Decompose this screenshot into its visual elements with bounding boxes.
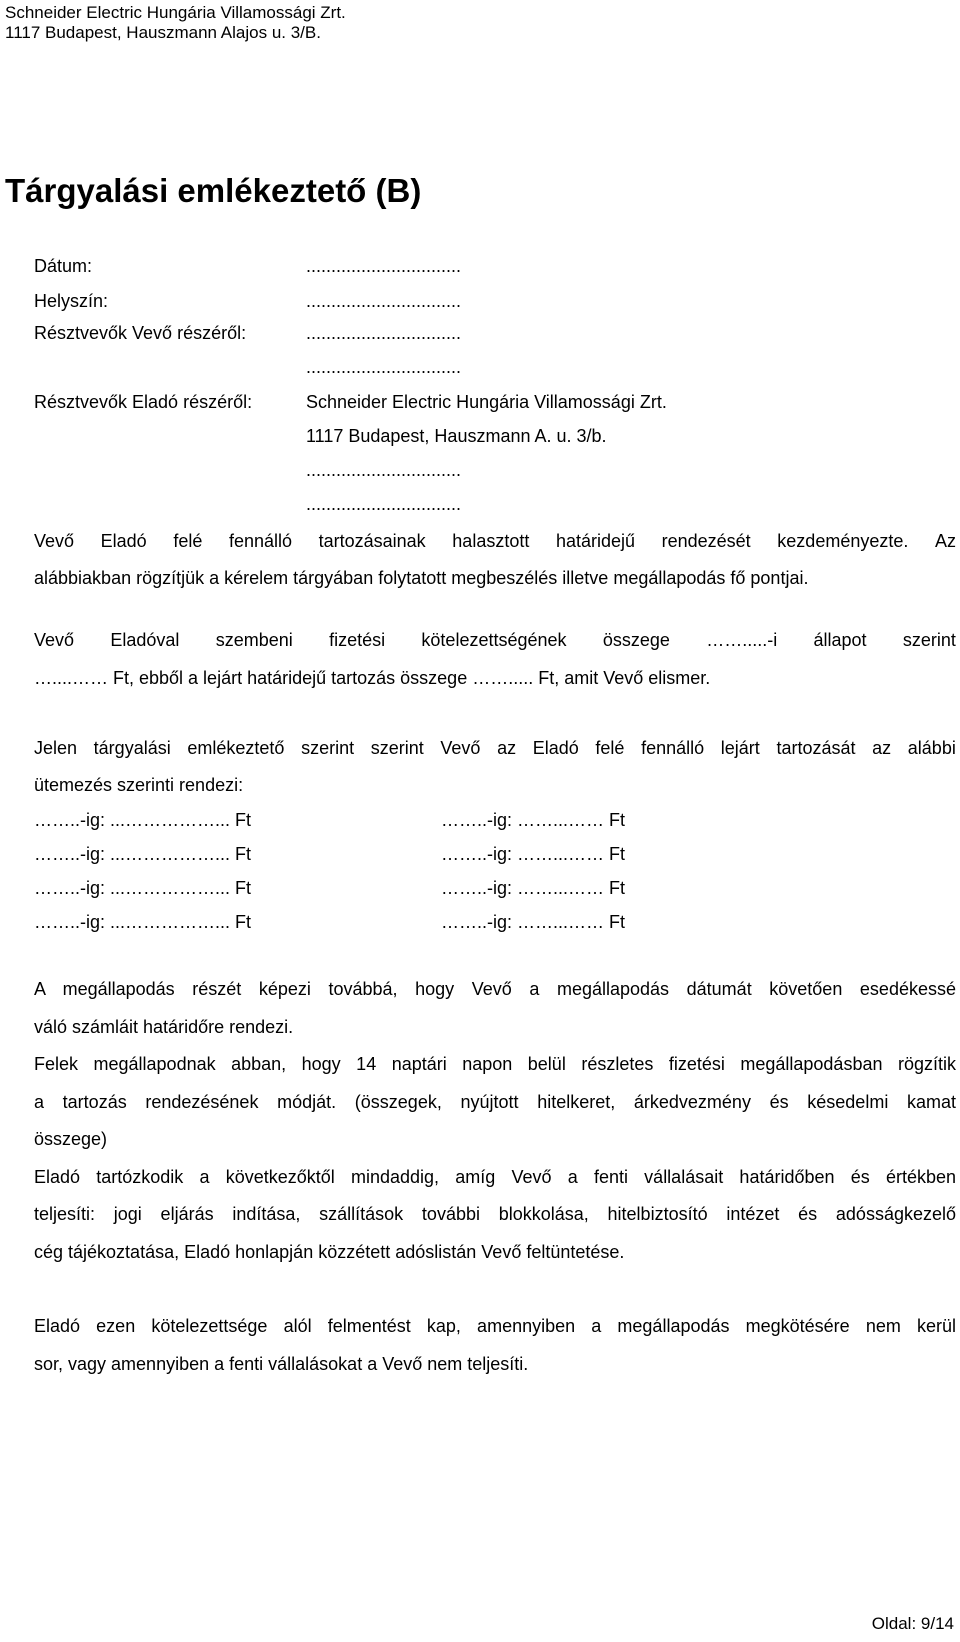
- date-label: Dátum:: [34, 256, 93, 276]
- schedule-word: az: [872, 738, 892, 758]
- seller-participants-label: Résztvevők Eladó részéről:: [34, 392, 253, 412]
- schedule-word: szerint: [301, 738, 355, 758]
- debt-word: állapot: [813, 630, 867, 650]
- clause-4-line-1: Eladó ezen kötelezettsége alól felmentést kap, amennyiben a megállapodás megkötésére nem kerül: [34, 1316, 956, 1336]
- schedule-intro-line-2: ütemezés szerinti rendezi:: [34, 775, 244, 795]
- schedule-word: tárgyalási: [93, 738, 171, 758]
- seller-participants-value-2: ...............................: [306, 494, 462, 514]
- debt-word: Eladóval: [110, 630, 180, 650]
- debt-word: Vevő: [34, 630, 75, 650]
- location-label: Helyszín:: [34, 291, 109, 311]
- schedule-word: fennálló: [641, 738, 705, 758]
- schedule-left-row: ……..-ig: ...……………... Ft: [34, 912, 252, 932]
- header-address: 1117 Budapest, Hauszmann Alajos u. 3/B.: [5, 23, 321, 42]
- intro-word: Az: [934, 531, 956, 551]
- schedule-word: lejárt: [720, 738, 760, 758]
- schedule-right-row: ……..-ig: ……...…… Ft: [441, 810, 626, 830]
- buyer-participants-value-2: ...............................: [306, 357, 462, 377]
- clause-2-line-2: a tartozás rendezésének módját. (összegek, nyújtott hitelkeret, árkedvezmény és késedelmi kamat: [34, 1092, 956, 1112]
- seller-address: 1117 Budapest, Hauszmann A. u. 3/b.: [306, 426, 607, 446]
- clause-3-line-2: teljesíti: jogi eljárás indítása, szállítások további blokkolása, hitelbiztosító intézet és adósságkezelő: [34, 1204, 956, 1224]
- page-number: Oldal: 9/14: [871, 1614, 954, 1633]
- debt-line-1: [34, 630, 956, 651]
- intro-word: Vevő: [34, 531, 75, 551]
- debt-word: fizetési: [329, 630, 386, 650]
- buyer-participants-value: ...............................: [306, 323, 462, 343]
- clause-2-line-1: Felek megállapodnak abban, hogy 14 naptári napon belül részletes fizetési megállapodásban rögzítik: [34, 1054, 956, 1074]
- seller-company: Schneider Electric Hungária Villamossági Zrt.: [306, 392, 667, 412]
- clause-4-line-2: sor, vagy amennyiben a fenti vállalásokat a Vevő nem teljesíti.: [34, 1354, 529, 1374]
- date-value: ...............................: [306, 256, 462, 276]
- schedule-word: emlékeztető: [187, 738, 285, 758]
- schedule-word: tartozását: [776, 738, 856, 758]
- schedule-word: Jelen: [34, 738, 78, 758]
- clause-1-line-1: A megállapodás részét képezi továbbá, hogy Vevő a megállapodás dátumát követően esedékessé: [34, 979, 956, 999]
- intro-word: határidejű: [555, 531, 636, 551]
- schedule-right-row: ……..-ig: ……...…… Ft: [441, 878, 626, 898]
- schedule-right-row: ……..-ig: ……...…… Ft: [441, 912, 626, 932]
- schedule-word: Vevő: [440, 738, 481, 758]
- debt-word: szembeni: [215, 630, 293, 650]
- schedule-word: Eladó: [532, 738, 579, 758]
- page-title: Tárgyalási emlékeztető (B): [5, 172, 422, 209]
- seller-participants-value: ...............................: [306, 460, 462, 480]
- schedule-left-row: ……..-ig: ...……………... Ft: [34, 844, 252, 864]
- location-value: ...............................: [306, 291, 462, 311]
- debt-word: szerint: [902, 630, 956, 650]
- schedule-left-row: ……..-ig: ...……………... Ft: [34, 810, 252, 830]
- debt-word: kötelezettségének: [421, 630, 567, 650]
- header-company: Schneider Electric Hungária Villamossági Zrt.: [5, 3, 346, 22]
- intro-word: tartozásainak: [318, 531, 426, 551]
- debt-line-2: …....…… Ft, ebből a lejárt határidejű tartozás összege ……..... Ft, amit Vevő elismer.: [34, 668, 711, 688]
- intro-word: rendezését: [661, 531, 751, 551]
- intro-word: Eladó: [100, 531, 147, 551]
- intro-word: kezdeményezte.: [777, 531, 909, 551]
- debt-word: …….....-i: [706, 630, 778, 650]
- schedule-word: az: [497, 738, 517, 758]
- clause-3-line-3: cég tájékoztatása, Eladó honlapján közzétett adóslistán Vevő feltüntetése.: [34, 1242, 625, 1262]
- intro-word: fennálló: [228, 531, 293, 551]
- intro-line-2: alábbiakban rögzítjük a kérelem tárgyában folytatott megbeszélés illetve megállapodás fő pontjai.: [34, 568, 809, 588]
- intro-word: halasztott: [452, 531, 530, 551]
- schedule-word: felé: [595, 738, 625, 758]
- schedule-word: szerint: [370, 738, 424, 758]
- clause-1-line-2: váló számláit határidőre rendezi.: [34, 1017, 294, 1037]
- schedule-left-row: ……..-ig: ...……………... Ft: [34, 878, 252, 898]
- debt-word: összege: [602, 630, 670, 650]
- intro-line-1: [34, 531, 956, 552]
- schedule-right-row: ……..-ig: ……...…… Ft: [441, 844, 626, 864]
- schedule-word: alábbi: [907, 738, 956, 758]
- clause-2-line-3: összege): [34, 1129, 108, 1149]
- buyer-participants-label: Résztvevők Vevő részéről:: [34, 323, 247, 343]
- intro-word: felé: [173, 531, 203, 551]
- schedule-intro-line-1: [34, 738, 956, 759]
- clause-3-line-1: Eladó tartózkodik a következőktől mindaddig, amíg Vevő a fenti vállalásait határidőben és értékben: [34, 1167, 956, 1187]
